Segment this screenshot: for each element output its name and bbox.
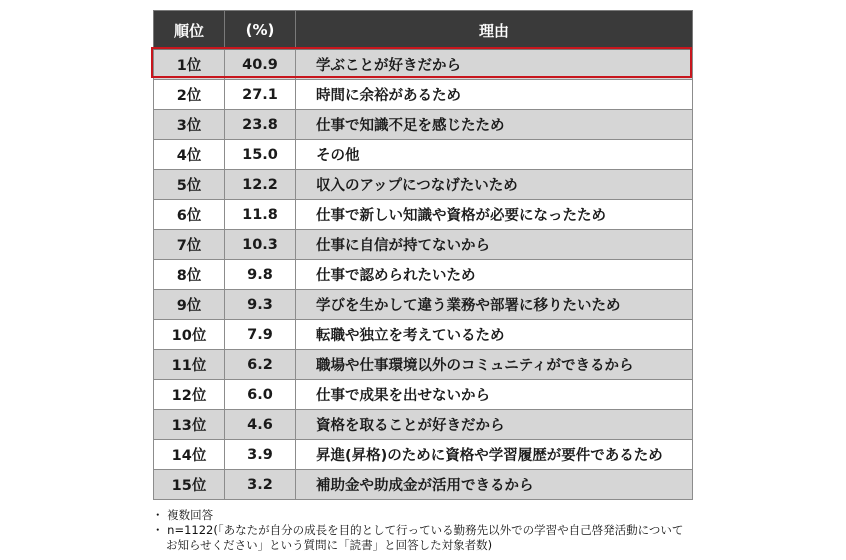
table-body <box>154 50 693 500</box>
cell-percent: 6.2 <box>225 350 296 380</box>
cell-reason: 収入のアップにつなげたいため <box>296 170 693 200</box>
cell-reason: その他 <box>296 140 693 170</box>
table-row <box>154 200 693 230</box>
cell-reason: 仕事で成果を出せないから <box>296 380 693 410</box>
cell-rank: 7位 <box>154 230 225 260</box>
cell-rank: 14位 <box>154 440 225 470</box>
cell-reason: 仕事で認められたいため <box>296 260 693 290</box>
cell-percent: 4.6 <box>225 410 296 440</box>
table-row <box>154 80 693 110</box>
cell-rank: 4位 <box>154 140 225 170</box>
cell-rank: 13位 <box>154 410 225 440</box>
table-row <box>154 320 693 350</box>
footnote-sample-size: ・ n=1122(「あなたが自分の成長を目的として行っている勤務先以外での学習や自己啓発活動について <box>152 523 684 537</box>
header-rank: 順位 <box>154 11 225 50</box>
header-reason: 理由 <box>296 11 693 50</box>
table-row <box>154 50 693 80</box>
cell-percent: 12.2 <box>225 170 296 200</box>
cell-reason: 転職や独立を考えているため <box>296 320 693 350</box>
cell-percent: 23.8 <box>225 110 296 140</box>
cell-percent: 15.0 <box>225 140 296 170</box>
cell-reason: 仕事で知識不足を感じたため <box>296 110 693 140</box>
cell-percent: 10.3 <box>225 230 296 260</box>
cell-percent: 3.2 <box>225 470 296 500</box>
table-row <box>154 170 693 200</box>
cell-rank: 5位 <box>154 170 225 200</box>
cell-reason: 昇進(昇格)のために資格や学習履歴が要件であるため <box>296 440 693 470</box>
table-row <box>154 350 693 380</box>
table-row <box>154 110 693 140</box>
cell-percent: 3.9 <box>225 440 296 470</box>
cell-percent: 6.0 <box>225 380 296 410</box>
table-row <box>154 140 693 170</box>
cell-rank: 8位 <box>154 260 225 290</box>
cell-rank: 6位 <box>154 200 225 230</box>
cell-reason: 仕事に自信が持てないから <box>296 230 693 260</box>
cell-reason: 補助金や助成金が活用できるから <box>296 470 693 500</box>
cell-percent: 7.9 <box>225 320 296 350</box>
cell-reason: 時間に余裕があるため <box>296 80 693 110</box>
cell-rank: 12位 <box>154 380 225 410</box>
cell-reason: 職場や仕事環境以外のコミュニティができるから <box>296 350 693 380</box>
cell-percent: 27.1 <box>225 80 296 110</box>
cell-reason: 学ぶことが好きだから <box>296 50 693 80</box>
cell-rank: 9位 <box>154 290 225 320</box>
table-row <box>154 410 693 440</box>
cell-rank: 15位 <box>154 470 225 500</box>
table-row <box>154 470 693 500</box>
cell-reason: 学びを生かして違う業務や部署に移りたいため <box>296 290 693 320</box>
cell-reason: 資格を取ることが好きだから <box>296 410 693 440</box>
cell-percent: 40.9 <box>225 50 296 80</box>
cell-percent: 9.8 <box>225 260 296 290</box>
cell-rank: 3位 <box>154 110 225 140</box>
table-row <box>154 380 693 410</box>
cell-rank: 11位 <box>154 350 225 380</box>
table-row <box>154 440 693 470</box>
table-row <box>154 260 693 290</box>
cell-reason: 仕事で新しい知識や資格が必要になったため <box>296 200 693 230</box>
cell-percent: 11.8 <box>225 200 296 230</box>
cell-rank: 10位 <box>154 320 225 350</box>
ranking-table <box>153 10 693 500</box>
footnote-multiple-answer: ・ 複数回答 <box>152 508 214 522</box>
footnote-sample-size-cont: お知らせください」という質問に「読書」と回答した対象者数) <box>166 538 493 552</box>
header-percent: (%) <box>225 11 296 50</box>
table-row <box>154 230 693 260</box>
cell-percent: 9.3 <box>225 290 296 320</box>
table-row <box>154 290 693 320</box>
table-header-row <box>154 11 693 50</box>
footnotes <box>152 508 683 553</box>
cell-rank: 2位 <box>154 80 225 110</box>
cell-rank: 1位 <box>154 50 225 80</box>
